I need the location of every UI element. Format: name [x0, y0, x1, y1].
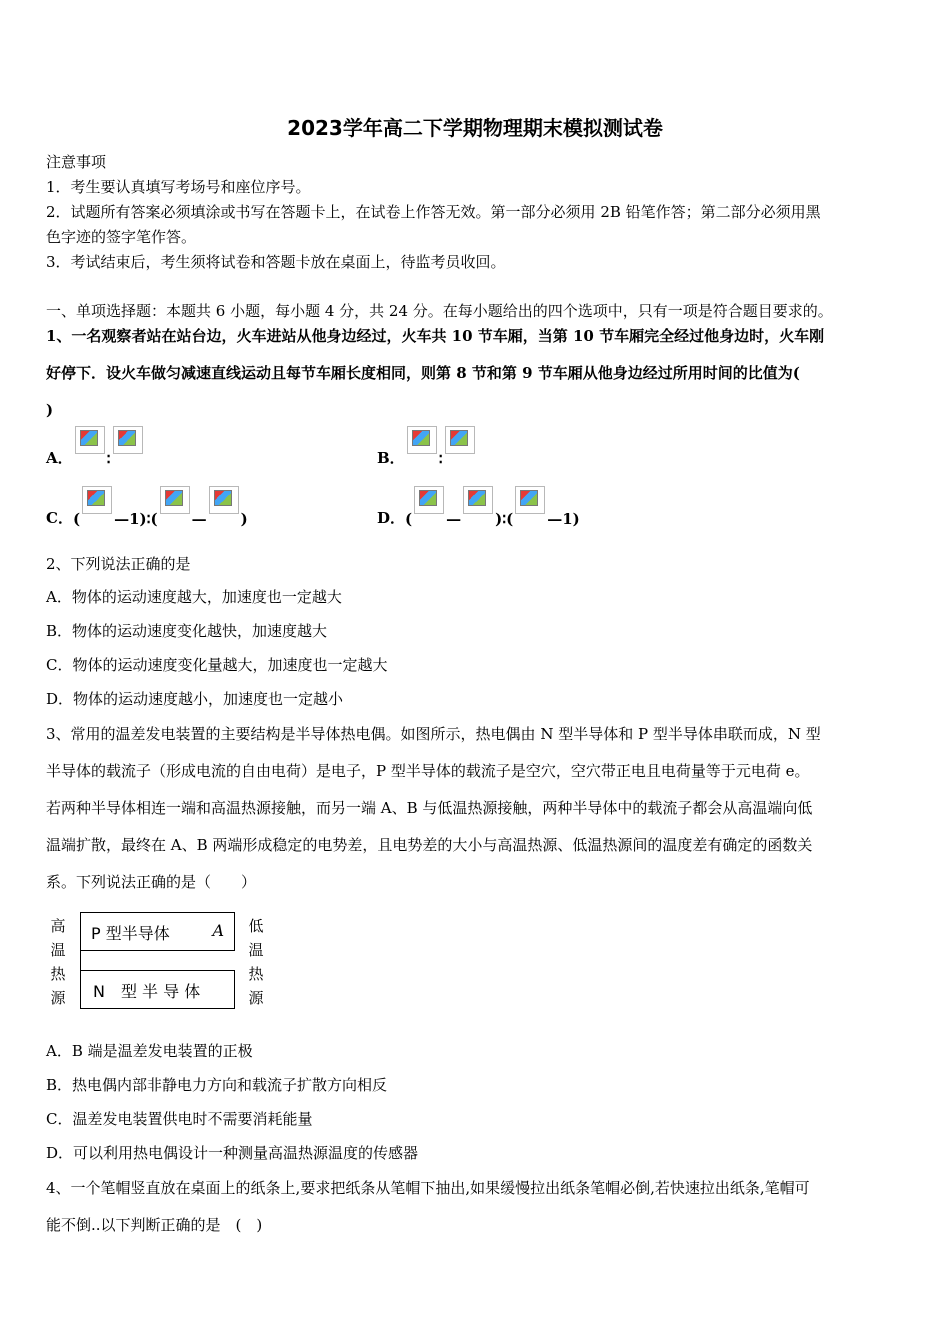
notice-item: 色字迹的签字笔作答。 — [46, 228, 197, 246]
q1-option-a[interactable] — [46, 428, 145, 468]
expr-part: ( — [72, 510, 81, 528]
formula-image-icon — [209, 486, 239, 514]
q1-option-b[interactable] — [377, 428, 477, 468]
p-type-label: P 型半导体 — [91, 924, 170, 943]
formula-image-icon — [75, 426, 105, 454]
formula-image-icon — [414, 486, 444, 514]
label-char: 热 — [50, 965, 66, 983]
option-label: C． — [46, 509, 73, 527]
label-char: 热 — [248, 965, 264, 983]
q3-stem-line: 若两种半导体相连一端和高温热源接触，而另一端 A、B 与低温热源接触，两种半导体中的载流子都会从高温端向低 — [46, 799, 813, 817]
high-temp-source-label — [48, 914, 68, 1010]
formula-image-icon — [445, 426, 475, 454]
notice-heading: 注意事项 — [46, 153, 107, 171]
option-label: D． — [377, 509, 406, 527]
expr-part: —1)∶( — [114, 510, 158, 528]
label-char: 低 — [248, 917, 264, 935]
q3-option-c[interactable]: C．温差发电装置供电时不需要消耗能量 — [46, 1110, 313, 1128]
option-label: A． — [46, 449, 73, 467]
thermocouple-diagram — [46, 910, 276, 1010]
q2-option-c[interactable]: C．物体的运动速度变化量越大，加速度也一定越大 — [46, 656, 388, 674]
expr-part: ( — [405, 510, 413, 528]
p-type-semiconductor — [80, 912, 235, 951]
q3-stem-line: 系。下列说法正确的是（ ） — [46, 873, 257, 891]
q1-stem-line: 好停下．设火车做匀减速直线运动且每节车厢长度相同，则第 8 节和第 9 节车厢从他身边经过所用时间的比值为( — [46, 364, 800, 382]
expr-part: — — [191, 510, 207, 528]
terminal-a-label: A — [212, 921, 224, 940]
notice-item: 1．考生要认真填写考场号和座位序号。 — [46, 178, 311, 196]
q3-option-a[interactable]: A．B 端是温差发电装置的正极 — [46, 1042, 253, 1060]
label-char: 源 — [248, 989, 264, 1007]
q2-option-b[interactable]: B．物体的运动速度变化越快，加速度越大 — [46, 622, 328, 640]
q3-stem-line: 温端扩散，最终在 A、B 两端形成稳定的电势差，且电势差的大小与高温热源、低温热源间的温度差有确定的函数关 — [46, 836, 813, 854]
notice-item: 3．考试结束后，考生须将试卷和答题卡放在桌面上，待监考员收回。 — [46, 253, 506, 271]
notice-item: 2．试题所有答案必须填涂或书写在答题卡上，在试卷上作答无效。第一部分必须用 2B 铅笔作答；第二部分必须用黑 — [46, 203, 821, 221]
q3-option-b[interactable]: B．热电偶内部非静电力方向和载流子扩散方向相反 — [46, 1076, 388, 1094]
q1-stem-line: ) — [46, 401, 54, 419]
n-type-semiconductor — [80, 970, 235, 1009]
label-char: 温 — [248, 941, 264, 959]
q4-stem-line: 能不倒..以下判断正确的是 ( ) — [46, 1216, 263, 1234]
formula-image-icon — [82, 486, 112, 514]
label-char: 温 — [50, 941, 66, 959]
formula-image-icon — [515, 486, 545, 514]
q1-option-d[interactable] — [377, 488, 580, 528]
expr-part: ) — [240, 510, 248, 528]
q1-option-c[interactable] — [46, 488, 248, 528]
page-title: 2023学年高二下学期物理期末模拟测试卷 — [287, 116, 663, 140]
q3-option-d[interactable]: D．可以利用热电偶设计一种测量高温热源温度的传感器 — [46, 1144, 419, 1162]
formula-image-icon — [407, 426, 437, 454]
q3-stem-line: 3、常用的温差发电装置的主要结构是半导体热电偶。如图所示，热电偶由 N 型半导体和 P 型半导体串联而成，N 型 — [46, 725, 821, 743]
q2-option-d[interactable]: D．物体的运动速度越小，加速度也一定越小 — [46, 690, 344, 708]
option-label: B． — [377, 449, 405, 467]
q1-options-row-cd — [46, 488, 908, 528]
n-type-label: N 型 半 导 体 — [93, 982, 201, 1001]
q1-options-row-ab — [46, 428, 908, 468]
section-heading: 一、单项选择题：本题共 6 小题，每小题 4 分，共 24 分。在每小题给出的四个选项中，只有一项是符合题目要求的。 — [46, 302, 833, 320]
ratio-colon: ∶ — [438, 450, 443, 468]
q2-stem: 2、下列说法正确的是 — [46, 555, 191, 573]
expr-part: —1) — [547, 510, 580, 528]
label-char: 源 — [50, 989, 66, 1007]
label-char: 高 — [50, 917, 66, 935]
expr-part: — — [446, 510, 462, 528]
formula-image-icon — [113, 426, 143, 454]
low-temp-source-label — [246, 914, 266, 1010]
q2-option-a[interactable]: A．物体的运动速度越大，加速度也一定越大 — [46, 588, 342, 606]
formula-image-icon — [160, 486, 190, 514]
q3-stem-line: 半导体的载流子（形成电流的自由电荷）是电子，P 型半导体的载流子是空穴，空穴带正电且电荷量等于元电荷 e。 — [46, 762, 810, 780]
expr-part: )∶( — [495, 510, 514, 528]
q4-stem-line: 4、一个笔帽竖直放在桌面上的纸条上,要求把纸条从笔帽下抽出,如果缓慢拉出纸条笔帽必倒,若快速拉出纸条,笔帽可 — [46, 1179, 810, 1197]
ratio-colon: ∶ — [106, 450, 111, 468]
q1-stem-line: 1、一名观察者站在站台边，火车进站从他身边经过，火车共 10 节车厢，当第 10 节车厢完全经过他身边时，火车刚 — [46, 327, 825, 345]
formula-image-icon — [463, 486, 493, 514]
